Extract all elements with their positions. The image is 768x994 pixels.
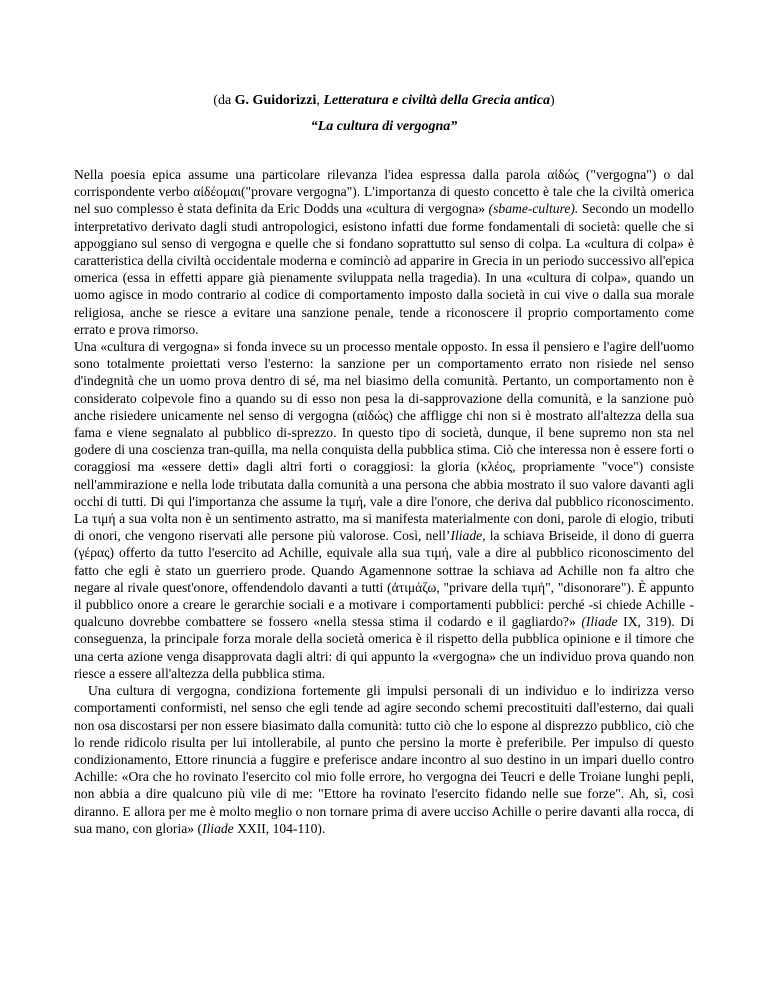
source-prefix: (da [213,93,235,108]
paragraph-3-italic-iliade-ref: Iliade [201,820,234,836]
paragraph-2-italic-iliade-ref: (Iliade [581,614,618,630]
paragraph-2 [74,338,694,682]
paragraph-1-text-a: Nella poesia epica assume una particolare rilevanza l'idea espressa dalla parola αἰδώς ("vergogna") o dal corrispondente verbo αἰδέομαι("provare vergogna"). L'importanza di questo concetto è tale che la civiltà omerica nel suo complesso è stata definita da Eric Dodds una «cultura di vergogna» [74,167,694,217]
author-name: G. Guidorizzi [234,93,317,108]
paragraph-1 [74,166,694,338]
paragraph-2-text-e: IX, 319). Di conseguenza, la principale forza morale della società omerica è il rispetto della pubblica opinione e il timore che una certa azione venga disapprovata dagli altri: di qui appunto la «vergogna» che un individuo prova quando non riesce a essere all'altezza della pubblica stima. [74,614,694,681]
source-citation [74,92,694,110]
paragraph-2-text-a: Una «cultura di vergogna» si fonda invece su un processo mentale opposto. In essa il pensiero e l'agire dell'uomo sono totalmente proiettati verso l'esterno: la sanzione per un comportamento errato non risiede nel senso d'indegnità che un uomo prova dentro di sé, ma nel biasimo della comunità. Pertanto, un comportamento non è considerato colpevole fino a quando su di esso non pesa la di-sapprovazione della comunità, e la sanzione può anche risiedere unicamente nel senso di vergogna (αἰδώς) che affligge chi non si è mostrato all'altezza della sua fama e viene segnalato al pubblico di-sprezzo. In questo tipo di società, dunque, il bene supremo non sta nel godere di una coscienza tran-quilla, ma nella conquista della pubblica stima. Ciò che interessa non è essere forti o coraggiosi ma «essere detti» dagli altri forti o coraggiosi: la gloria (κλέος, propriamente "voce") consiste nell'ammirazione e nella lode tributata dalla comunità a una persona che abbia mostrato il suo valore davanti agli occhi di tutti. Di qui l'importanza che assume la τιμή, vale a dire l'onore, che deriva dal pubblico riconoscimento. La τιμή a sua volta non è un sentimento astratto, ma si manifesta materialmente con doni, parole di elogio, tributi di onori, che vengono riservati alle persone più valorose. Così, nell’ [74,339,694,544]
paragraph-3 [74,682,694,837]
paragraph-3-text-c: XXII, 104-110). [233,820,326,836]
paragraph-2-text-c: la schiava Briseide, il dono di guerra (γέρας) offerto da tutto l'esercito ad Achille, equivale alla sua τιμή, vale a dire al pubblico riconoscimento del fatto che egli è stato un guerriero prode. Quando Agamennone sottrae la schiava ad Achille non fa altro che negare al rivale quest'onore, offendendolo davanti a tutti (ἀτιμάζω, "privare della τιμή", "disonorare"). È appunto il pubblico onore a creare le gerarchie sociali e a motivare i comportamenti pubblici: perché -si chiede Achille - qualcuno dovrebbe combattere se fossero «nella stessa stima il codardo e il gagliardo?» [74,528,694,630]
paragraph-2-italic-iliade: Iliade, [450,528,486,544]
paragraph-1-italic-shame-culture: (sbame-culture). [488,201,579,217]
source-suffix: ) [550,93,555,108]
document-title: “La cultura di vergogna” [310,119,458,134]
source-separator: , [316,93,324,108]
book-title: Letteratura e civiltà della Grecia antica [323,93,551,108]
paragraph-1-text-c: Secondo un modello interpretativo derivato dagli studi antropologici, esistono infatti due forme fondamentali di società: quelle che si appoggiano sul senso di vergogna e quelle che si fondano soprattutto sul senso di colpa. La «cultura di colpa» è caratteristica della civiltà occidentale moderna e cominciò ad apparire in Grecia in un periodo successivo all'epica omerica (essa in effetti appare già pienamente sviluppata nella tragedia). In una «cultura di colpa», quando un uomo agisce in modo contrario al codice di comportamento imposto dalla società in cui vive o dalla sua morale religiosa, anche se riesce a evitare una sanzione penale, tende a riconoscere il proprio comportamento come errato e prova rimorso. [74,201,695,337]
paragraph-3-text-a: Una cultura di vergogna, condiziona fortemente gli impulsi personali di un individuo e lo indirizza verso comportamenti conformisti, nel senso che egli tende ad agire secondo schemi precostituiti dall'esterno, dai quali non osa discostarsi per non essere biasimato dalla comunità: tutto ciò che lo espone al disprezzo pubblico, ciò che lo rende ridicolo risulta per lui intollerabile, al punto che persino la morte è preferibile. Per impulso di questo condizionamento, Ettore rinuncia a fuggire e preferisce andare incontro al suo destino in un impari duello contro Achille: «Ora che ho rovinato l'esercito col mio folle errore, ho vergogna dei Teucri e delle Troiane lunghi pepli, non abbia a dire qualcuno più vile di me: "Ettore ha rovinato l'esercito fidando nelle sue forze". Ah, sì, così diranno. E allora per me è molto meglio o non tornare prima di avere ucciso Achille o perire davanti alla rocca, di sua mano, con gloria» ( [74,683,694,836]
document-page [74,92,694,837]
